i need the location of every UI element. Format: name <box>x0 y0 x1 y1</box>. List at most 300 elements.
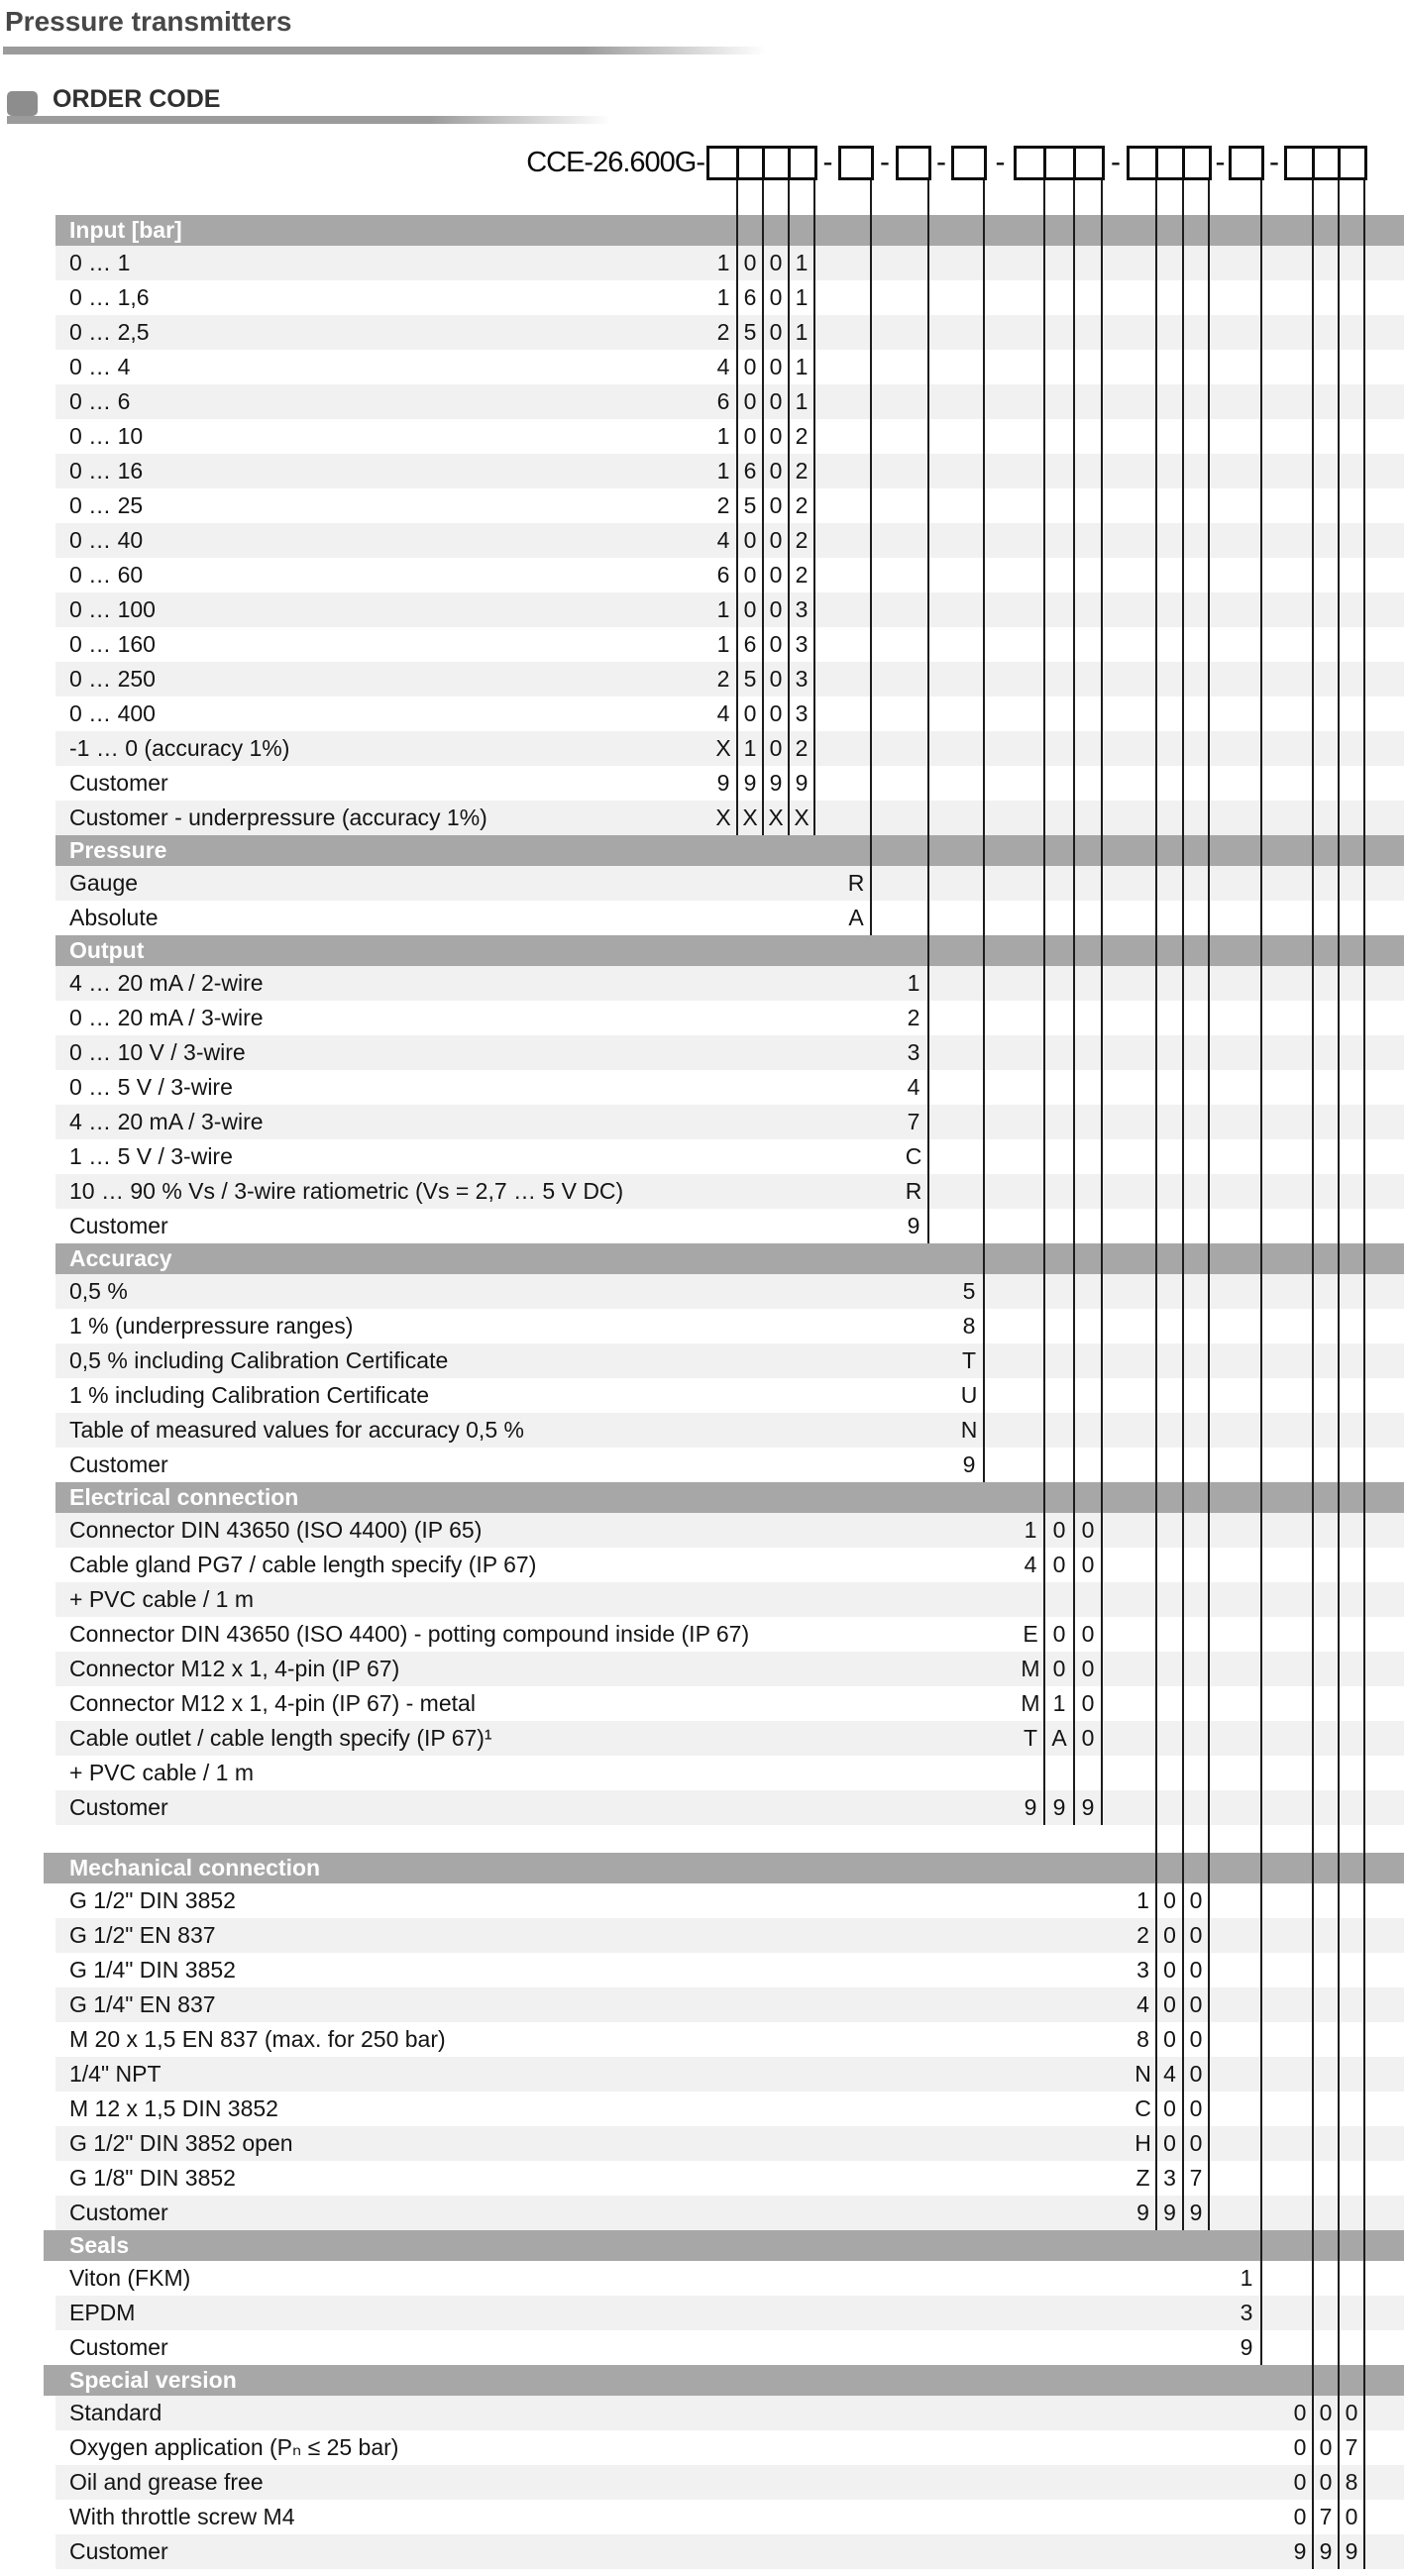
table-row <box>55 662 1404 697</box>
row-label: 0 … 20 mA / 3-wire <box>69 1005 264 1030</box>
row-label: Absolute <box>69 905 159 930</box>
code-box-cell-divider <box>788 149 791 177</box>
row-code-cell: 3 <box>795 700 809 726</box>
row-label: 1 % including Calibration Certificate <box>69 1382 430 1408</box>
page-title: Pressure transmitters <box>5 6 292 37</box>
table-row <box>55 2500 1404 2534</box>
table-row <box>55 1582 1404 1617</box>
row-code-cell: 0 <box>1081 1656 1095 1681</box>
row-code-cell: 0 <box>1189 2061 1203 2087</box>
code-column-line <box>983 180 985 1482</box>
section-header-input-bar: Input [bar] <box>55 215 1404 246</box>
row-code-cell: 1 <box>716 423 730 449</box>
row-code-cell: T <box>1023 1725 1038 1751</box>
table-row <box>55 384 1404 419</box>
row-code-cell: 2 <box>1136 1922 1149 1948</box>
table-row <box>55 1343 1404 1378</box>
table-row <box>55 2161 1404 2196</box>
table-row <box>55 1953 1404 1987</box>
code-box-cell-divider <box>1182 149 1185 177</box>
row-code-cell: 1 <box>907 970 920 996</box>
code-column-line <box>1182 180 1184 2230</box>
code-box-cell-divider <box>1338 149 1341 177</box>
row-code-cell: 0 <box>769 735 783 761</box>
row-code-cell: 0 <box>1081 1621 1095 1647</box>
row-code-cell: 1 <box>743 735 757 761</box>
row-label: 1 … 5 V / 3-wire <box>69 1143 233 1169</box>
code-box-cell-divider <box>1043 149 1046 177</box>
code-column-line <box>762 180 764 835</box>
row-label: 4 … 20 mA / 3-wire <box>69 1109 264 1134</box>
row-code-cell: 7 <box>907 1109 920 1134</box>
row-label: 0 … 4 <box>69 354 131 379</box>
row-label: Oxygen application (Pₙ ≤ 25 bar) <box>69 2434 399 2460</box>
row-code-cell: 3 <box>1163 2165 1176 2191</box>
table-row <box>55 1105 1404 1139</box>
table-row <box>55 2022 1404 2057</box>
row-label: Connector M12 x 1, 4-pin (IP 67) - metal <box>69 1690 476 1716</box>
row-code-cell: 8 <box>1136 2026 1149 2052</box>
row-label: Connector DIN 43650 (ISO 4400) (IP 65) <box>69 1517 483 1543</box>
row-code-cell: 9 <box>1293 2538 1307 2564</box>
row-code-cell: E <box>1023 1621 1038 1647</box>
row-label: 0 … 1 <box>69 250 131 275</box>
code-separator-dash: - <box>880 146 890 178</box>
row-label: Customer <box>69 1794 168 1820</box>
code-box-group-input-bar <box>706 146 817 180</box>
section-header-pressure: Pressure <box>55 835 1404 866</box>
code-box-cell-divider <box>1312 149 1315 177</box>
row-code-cell: 9 <box>1345 2538 1358 2564</box>
table-row <box>55 454 1404 488</box>
order-code-bullet <box>7 91 38 116</box>
row-label: 0 … 10 <box>69 423 144 449</box>
row-code-cell: 0 <box>743 527 757 553</box>
row-code-cell: 0 <box>769 388 783 414</box>
row-code-cell: C <box>905 1143 922 1169</box>
table-row <box>55 1070 1404 1105</box>
table-row <box>55 523 1404 558</box>
row-code-cell: 0 <box>769 284 783 310</box>
row-code-cell: 5 <box>743 319 757 345</box>
row-code-cell: 6 <box>716 388 730 414</box>
row-code-cell: 9 <box>962 1451 976 1477</box>
row-code-cell: 2 <box>907 1005 920 1030</box>
row-code-cell: 0 <box>743 596 757 622</box>
row-code-cell: 0 <box>1163 2130 1176 2156</box>
row-code-cell: 1 <box>1240 2265 1253 2291</box>
code-box-cell-divider <box>762 149 765 177</box>
row-code-cell: 9 <box>907 1213 920 1238</box>
row-code-cell: 0 <box>1081 1725 1095 1751</box>
row-code-cell: 0 <box>769 700 783 726</box>
table-row <box>55 901 1404 935</box>
table-row <box>55 1918 1404 1953</box>
row-code-cell: 0 <box>1319 2434 1333 2460</box>
row-code-cell: 0 <box>769 458 783 483</box>
row-label: Table of measured values for accuracy 0,5 % <box>69 1417 524 1443</box>
row-code-cell: 8 <box>962 1313 976 1339</box>
row-code-cell: 6 <box>743 458 757 483</box>
row-code-cell: 0 <box>1293 2400 1307 2425</box>
row-code-cell: 2 <box>716 666 730 692</box>
row-code-cell: 4 <box>716 700 730 726</box>
section-header-special-version: Special version <box>44 2365 1404 2396</box>
row-label: Customer <box>69 2200 168 2225</box>
table-row <box>55 1686 1404 1721</box>
table-row <box>55 2296 1404 2330</box>
row-label: G 1/2" DIN 3852 <box>69 1887 236 1913</box>
row-code-cell: 0 <box>769 250 783 275</box>
row-label: G 1/4" DIN 3852 <box>69 1957 236 1983</box>
row-code-cell: 9 <box>795 770 809 796</box>
row-code-cell: 0 <box>1319 2400 1333 2425</box>
row-code-cell: 2 <box>795 458 809 483</box>
row-label: G 1/2" DIN 3852 open <box>69 2130 293 2156</box>
table-row <box>55 1274 1404 1309</box>
row-code-cell: 0 <box>1189 1991 1203 2017</box>
table-row <box>55 1721 1404 1756</box>
code-column-line <box>1101 180 1103 1825</box>
table-row <box>55 1756 1404 1790</box>
code-separator-dash: - <box>936 146 946 178</box>
row-code-cell: 1 <box>795 319 809 345</box>
table-row <box>55 1174 1404 1209</box>
order-code-underline-bar <box>7 116 611 124</box>
row-label: Customer - underpressure (accuracy 1%) <box>69 805 487 830</box>
row-code-cell: 9 <box>1081 1794 1095 1820</box>
section-header-accuracy: Accuracy <box>55 1243 1404 1274</box>
row-code-cell: 0 <box>1163 1887 1176 1913</box>
table-row <box>55 697 1404 731</box>
section-header-seals: Seals <box>44 2230 1404 2261</box>
code-box-group-accuracy <box>951 146 987 180</box>
row-code-cell: 5 <box>743 666 757 692</box>
table-row <box>55 966 1404 1001</box>
order-code-heading: ORDER CODE <box>53 85 221 113</box>
row-code-cell: 4 <box>716 527 730 553</box>
row-code-cell: 9 <box>1163 2200 1176 2225</box>
row-label: 0 … 160 <box>69 631 156 657</box>
row-code-cell: A <box>1051 1725 1067 1751</box>
row-code-cell: M <box>1021 1656 1040 1681</box>
table-row <box>55 1548 1404 1582</box>
row-code-cell: 0 <box>1189 2026 1203 2052</box>
row-label: 0 … 25 <box>69 492 144 518</box>
row-label: Customer <box>69 2334 168 2360</box>
code-box-group-pressure <box>838 146 874 180</box>
row-label: 0 … 16 <box>69 458 144 483</box>
row-code-cell: 0 <box>1319 2469 1333 2495</box>
table-row <box>55 488 1404 523</box>
row-label: 0 … 40 <box>69 527 144 553</box>
row-label: + PVC cable / 1 m <box>69 1760 254 1785</box>
row-code-cell: 0 <box>743 423 757 449</box>
row-code-cell: 0 <box>1293 2504 1307 2529</box>
row-code-cell: 0 <box>1189 1922 1203 1948</box>
table-row <box>55 2196 1404 2230</box>
row-code-cell: 7 <box>1189 2165 1203 2191</box>
code-box-group-output <box>896 146 931 180</box>
row-code-cell: N <box>960 1417 978 1443</box>
section-header-output: Output <box>55 935 1404 966</box>
row-code-cell: 0 <box>769 319 783 345</box>
row-code-cell: 2 <box>716 492 730 518</box>
row-code-cell: 0 <box>769 492 783 518</box>
row-code-cell: M <box>1021 1690 1040 1716</box>
table-row <box>55 2057 1404 2092</box>
code-box-cell-divider <box>1155 149 1158 177</box>
row-code-cell: R <box>847 870 865 896</box>
code-column-line <box>927 180 929 1243</box>
row-code-cell: H <box>1134 2130 1151 2156</box>
row-label: 0 … 100 <box>69 596 156 622</box>
code-column-line <box>736 180 738 835</box>
row-label: Viton (FKM) <box>69 2265 191 2291</box>
row-code-cell: 1 <box>795 388 809 414</box>
code-column-line <box>813 180 815 835</box>
table-row <box>55 419 1404 454</box>
row-code-cell: 0 <box>769 527 783 553</box>
row-code-cell: U <box>960 1382 978 1408</box>
row-code-cell: 5 <box>962 1278 976 1304</box>
row-label: 0 … 400 <box>69 700 156 726</box>
table-row <box>55 2465 1404 2500</box>
table-row <box>55 2092 1404 2126</box>
table-row <box>55 1413 1404 1448</box>
code-box-group-special-version <box>1284 146 1367 180</box>
row-code-cell: 0 <box>1163 1957 1176 1983</box>
row-label: 0,5 % including Calibration Certificate <box>69 1347 449 1373</box>
code-separator-dash: - <box>1269 146 1279 178</box>
row-code-cell: 9 <box>1052 1794 1066 1820</box>
section-header-electrical-connection: Electrical connection <box>55 1482 1404 1513</box>
row-label: 4 … 20 mA / 2-wire <box>69 970 264 996</box>
table-row <box>55 2534 1404 2569</box>
row-code-cell: 0 <box>769 354 783 379</box>
row-code-cell: 1 <box>716 284 730 310</box>
table-row <box>55 731 1404 766</box>
row-code-cell: 0 <box>1293 2434 1307 2460</box>
row-code-cell: 5 <box>743 492 757 518</box>
row-code-cell: X <box>715 805 731 830</box>
code-column-line <box>788 180 790 835</box>
table-row <box>55 1209 1404 1243</box>
row-code-cell: 0 <box>743 250 757 275</box>
row-code-cell: 2 <box>716 319 730 345</box>
code-separator-dash: - <box>1215 146 1226 178</box>
row-label: Connector M12 x 1, 4-pin (IP 67) <box>69 1656 400 1681</box>
row-code-cell: 0 <box>1081 1552 1095 1577</box>
row-code-cell: 9 <box>1024 1794 1037 1820</box>
row-label: M 20 x 1,5 EN 837 (max. for 250 bar) <box>69 2026 446 2052</box>
table-row <box>55 866 1404 901</box>
row-label: Cable outlet / cable length specify (IP 67)¹ <box>69 1725 492 1751</box>
table-row <box>55 315 1404 350</box>
row-label: 10 … 90 % Vs / 3-wire ratiometric (Vs = 2,7 … 5 V DC) <box>69 1178 624 1204</box>
table-row <box>55 801 1404 835</box>
row-code-cell: N <box>1134 2061 1151 2087</box>
row-code-cell: 0 <box>1052 1517 1066 1543</box>
row-code-cell: 4 <box>716 354 730 379</box>
row-code-cell: 7 <box>1319 2504 1333 2529</box>
row-label: 0 … 1,6 <box>69 284 150 310</box>
code-box-cell-divider <box>736 149 739 177</box>
table-row <box>55 1883 1404 1918</box>
row-label: With throttle screw M4 <box>69 2504 295 2529</box>
row-code-cell: 4 <box>907 1074 920 1100</box>
row-label: G 1/4" EN 837 <box>69 1991 216 2017</box>
table-row <box>55 2396 1404 2430</box>
row-code-cell: X <box>794 805 810 830</box>
row-code-cell: 9 <box>1136 2200 1149 2225</box>
row-code-cell: 4 <box>1024 1552 1037 1577</box>
row-label: 0 … 5 V / 3-wire <box>69 1074 233 1100</box>
table-row <box>55 2430 1404 2465</box>
title-underline-bar <box>3 47 766 54</box>
row-code-cell: 0 <box>1163 2026 1176 2052</box>
row-code-cell: 7 <box>1345 2434 1358 2460</box>
row-label: 0,5 % <box>69 1278 128 1304</box>
table-row <box>55 1378 1404 1413</box>
row-code-cell: 0 <box>743 388 757 414</box>
row-label: G 1/8" DIN 3852 <box>69 2165 236 2191</box>
table-row <box>55 766 1404 801</box>
row-code-cell: 3 <box>795 631 809 657</box>
table-row <box>55 246 1404 280</box>
row-code-cell: 3 <box>907 1039 920 1065</box>
row-label: Standard <box>69 2400 162 2425</box>
row-label: 0 … 2,5 <box>69 319 150 345</box>
row-code-cell: 4 <box>1163 2061 1176 2087</box>
row-code-cell: 3 <box>1240 2300 1253 2325</box>
row-code-cell: 9 <box>1189 2200 1203 2225</box>
code-column-line <box>1260 180 1262 2365</box>
row-code-cell: 1 <box>716 596 730 622</box>
table-row <box>55 350 1404 384</box>
code-box-group-mechanical-connection <box>1127 146 1212 180</box>
code-column-line <box>1363 180 1365 2569</box>
code-column-line <box>1338 180 1340 2569</box>
table-row <box>55 558 1404 592</box>
row-code-cell: 3 <box>1136 1957 1149 1983</box>
row-label: Customer <box>69 1451 168 1477</box>
row-label: Customer <box>69 770 168 796</box>
row-code-cell: 9 <box>743 770 757 796</box>
row-code-cell: 0 <box>769 562 783 588</box>
row-code-cell: 0 <box>1189 2095 1203 2121</box>
row-code-cell: 9 <box>1319 2538 1333 2564</box>
row-label: Customer <box>69 2538 168 2564</box>
code-box-group-seals <box>1229 146 1264 180</box>
row-code-cell: X <box>768 805 784 830</box>
row-code-cell: 1 <box>1024 1517 1037 1543</box>
row-code-cell: 0 <box>769 631 783 657</box>
row-code-cell: Z <box>1135 2165 1150 2191</box>
row-code-cell: 0 <box>1052 1621 1066 1647</box>
row-label: 0 … 10 V / 3-wire <box>69 1039 246 1065</box>
row-code-cell: 2 <box>795 562 809 588</box>
row-label: Cable gland PG7 / cable length specify (IP 67) <box>69 1552 537 1577</box>
row-code-cell: 6 <box>716 562 730 588</box>
row-code-cell: 1 <box>1052 1690 1066 1716</box>
row-code-cell: 2 <box>795 423 809 449</box>
row-code-cell: 0 <box>743 700 757 726</box>
table-row <box>55 627 1404 662</box>
row-code-cell: 2 <box>795 527 809 553</box>
row-code-cell: 0 <box>1345 2504 1358 2529</box>
row-code-cell: 9 <box>716 770 730 796</box>
code-separator-dash: - <box>995 146 1006 178</box>
row-label: M 12 x 1,5 DIN 3852 <box>69 2095 278 2121</box>
row-code-cell: 0 <box>1052 1656 1066 1681</box>
row-code-cell: 2 <box>795 735 809 761</box>
row-label: Customer <box>69 1213 168 1238</box>
table-row <box>55 2261 1404 2296</box>
row-code-cell: 1 <box>1136 1887 1149 1913</box>
row-code-cell: 1 <box>716 250 730 275</box>
code-separator-dash: - <box>822 146 833 178</box>
code-box-group-electrical-connection <box>1014 146 1105 180</box>
table-row <box>55 2330 1404 2365</box>
code-column-line <box>1043 180 1045 1825</box>
row-label: 0 … 250 <box>69 666 156 692</box>
row-code-cell: 0 <box>1163 1991 1176 2017</box>
row-label: 0 … 60 <box>69 562 144 588</box>
table-row <box>55 1987 1404 2022</box>
table-row <box>55 1652 1404 1686</box>
section-header-mechanical-connection: Mechanical connection <box>44 1853 1404 1883</box>
row-code-cell: 0 <box>1345 2400 1358 2425</box>
row-code-cell: X <box>715 735 731 761</box>
row-code-cell: 0 <box>1189 1957 1203 1983</box>
row-label: Connector DIN 43650 (ISO 4400) - potting compound inside (IP 67) <box>69 1621 750 1647</box>
row-label: 1/4" NPT <box>69 2061 162 2087</box>
row-label: 1 % (underpressure ranges) <box>69 1313 354 1339</box>
row-code-cell: 1 <box>795 284 809 310</box>
row-code-cell: 0 <box>769 423 783 449</box>
code-column-line <box>1155 180 1157 2230</box>
row-label: -1 … 0 (accuracy 1%) <box>69 735 290 761</box>
row-code-cell: T <box>961 1347 977 1373</box>
table-row <box>55 1448 1404 1482</box>
table-row <box>55 2126 1404 2161</box>
code-column-line <box>1312 180 1314 2569</box>
row-code-cell: 9 <box>769 770 783 796</box>
row-label: + PVC cable / 1 m <box>69 1586 254 1612</box>
row-code-cell: 8 <box>1345 2469 1358 2495</box>
row-code-cell: 9 <box>1240 2334 1253 2360</box>
row-label: Oil and grease free <box>69 2469 264 2495</box>
row-code-cell: 3 <box>795 666 809 692</box>
row-code-cell: 4 <box>1136 1991 1149 2017</box>
table-row <box>55 1035 1404 1070</box>
row-code-cell: 0 <box>1052 1552 1066 1577</box>
row-code-cell: 0 <box>769 596 783 622</box>
row-code-cell: 0 <box>1081 1690 1095 1716</box>
row-code-cell: 1 <box>795 354 809 379</box>
row-code-cell: A <box>848 905 864 930</box>
code-column-line <box>1208 180 1210 2230</box>
table-row <box>55 1513 1404 1548</box>
table-row <box>55 1790 1404 1825</box>
row-label: 0 … 6 <box>69 388 131 414</box>
table-row <box>55 280 1404 315</box>
code-separator-dash: - <box>1111 146 1121 178</box>
row-label: Gauge <box>69 870 139 896</box>
row-code-cell: 0 <box>743 354 757 379</box>
row-code-cell: 0 <box>1081 1517 1095 1543</box>
